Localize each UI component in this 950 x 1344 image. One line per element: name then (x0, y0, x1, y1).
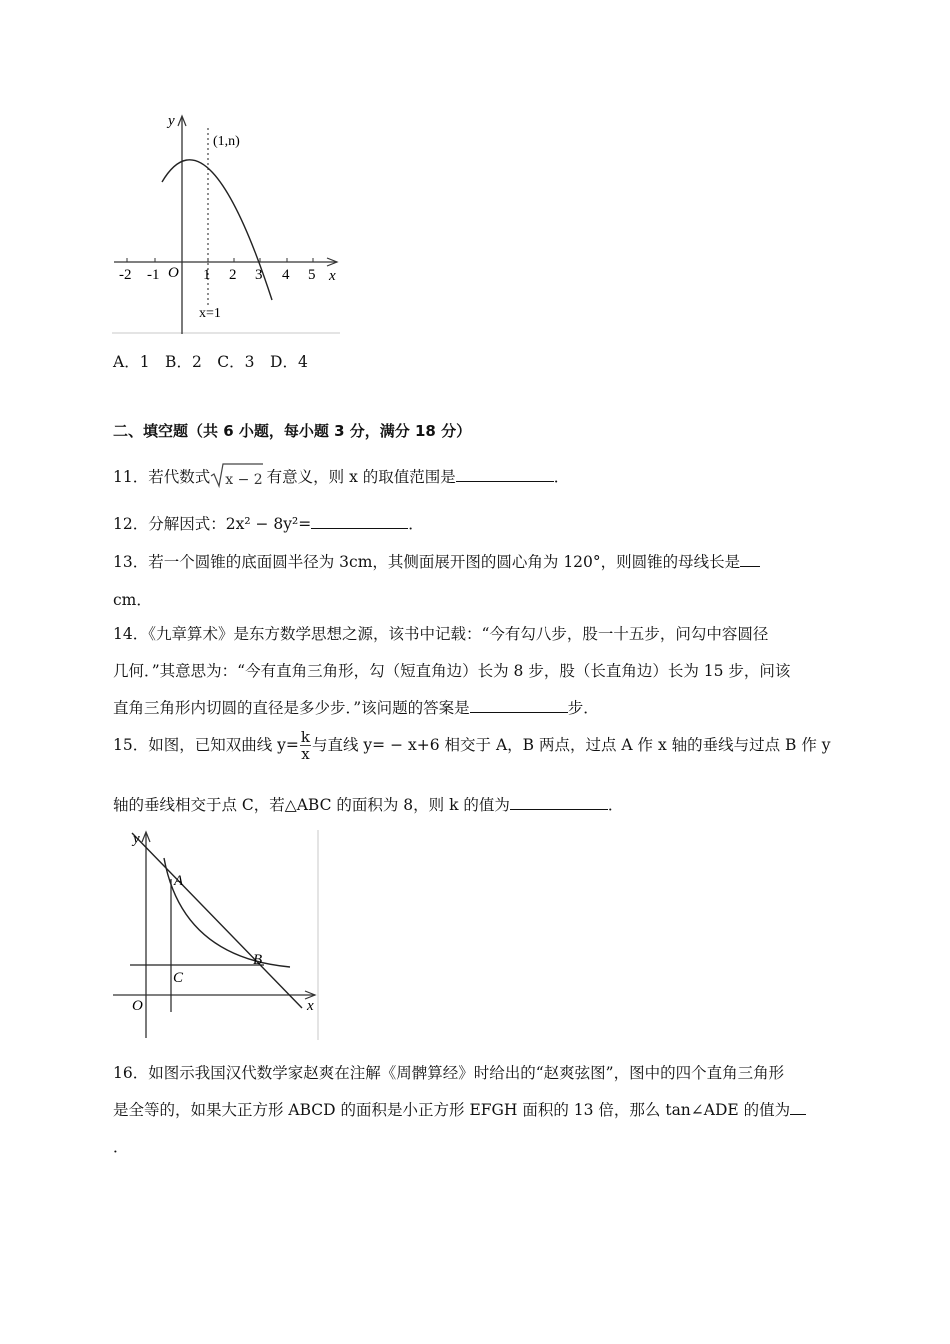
q11-end: ． (553, 468, 570, 486)
q13-text: 13．若一个圆锥的底面圆半径为 3cm，其侧面展开图的圆心角为 120°，则圆锥的母线长是 (113, 553, 741, 571)
q15-end: ． (607, 796, 624, 814)
q15-text: 15．如图，已知双曲线 y= (113, 736, 299, 754)
tick-label: 4 (282, 267, 290, 283)
question-13-line-1 (113, 550, 760, 572)
x-axis-label: x (329, 268, 336, 284)
tick-label: -2 (119, 267, 132, 283)
fraction-denominator: x (301, 745, 310, 763)
q12-end: ． (408, 515, 424, 533)
q15-text-2: 与直线 y= − x+6 相交于 A，B 两点，过点 A 作 x 轴的垂线与过点 B 作 y (312, 736, 831, 754)
q10-options: A．1 B．2 C．3 D．4 (113, 353, 308, 371)
answer-blank (311, 528, 408, 529)
answer-blank (740, 566, 760, 567)
q14-end: 步． (567, 699, 599, 717)
answer-blank (510, 809, 608, 810)
sqrt-expression (210, 470, 266, 488)
tick-label: 2 (229, 267, 237, 283)
fraction-k-over-x (300, 730, 311, 762)
question-14-line-2: 几何．”其意思为：“今有直角三角形，勾（短直角边）长为 8 步，股（长直角边）长为 15 步，问该 (113, 662, 791, 680)
tick-label: 3 (255, 267, 263, 283)
answer-blank (790, 1114, 806, 1115)
question-11 (113, 465, 569, 488)
x-axis-label: x (307, 998, 314, 1014)
q11-text: 11．若代数式 (113, 468, 211, 486)
question-14-line-1: 14．《九章算术》是东方数学思想之源，该书中记载：“今有勾八步，股一十五步，问勾中容圆径 (113, 625, 769, 643)
parabola-graph (112, 112, 342, 337)
question-15-line-1 (113, 730, 831, 762)
origin-label: O (168, 265, 179, 281)
question-12 (113, 512, 424, 534)
symmetry-line-label: x=1 (199, 306, 221, 321)
tick-label: 1 (203, 267, 211, 283)
question-14-line-3 (113, 696, 599, 718)
vertex-label: (1,n) (213, 134, 240, 149)
fraction-numerator: k (300, 728, 310, 746)
question-16-line-2 (113, 1098, 806, 1120)
answer-blank (456, 481, 554, 482)
q14-text: 直角三角形内切圆的直径是多少步．”该问题的答案是 (113, 699, 470, 717)
origin-label: O (132, 998, 143, 1014)
y-axis-label: y (133, 831, 140, 847)
answer-blank (470, 712, 568, 713)
question-15-line-2 (113, 793, 623, 815)
section-title: 二、填空题（共 6 小题，每小题 3 分，满分 18 分） (113, 422, 472, 440)
point-b-label: B (253, 952, 263, 968)
q12-text: 12．分解因式：2x² − 8y²= (113, 515, 312, 533)
q15-text-3: 轴的垂线相交于点 C，若△ABC 的面积为 8，则 k 的值为 (113, 796, 510, 814)
question-16-line-3: ． (113, 1138, 129, 1156)
question-16-line-1: 16．如图示我国汉代数学家赵爽在注解《周髀算经》时给出的“赵爽弦图”，图中的四个直角三角形 (113, 1064, 785, 1082)
q11-text-2: 有意义，则 x 的取值范围是 (266, 468, 456, 486)
hyperbola-graph (112, 830, 322, 1042)
radicand: x − 2 (225, 472, 263, 488)
q16-text: 是全等的，如果大正方形 ABCD 的面积是小正方形 EFGH 面积的 13 倍，那么 tan∠ADE 的值为 (113, 1101, 791, 1119)
question-13-line-2: cm． (113, 591, 152, 609)
point-a-label: A (174, 873, 184, 889)
point-c-label: C (173, 970, 184, 986)
tick-label: 5 (308, 267, 316, 283)
tick-label: -1 (147, 267, 160, 283)
y-axis-label: y (168, 113, 175, 129)
